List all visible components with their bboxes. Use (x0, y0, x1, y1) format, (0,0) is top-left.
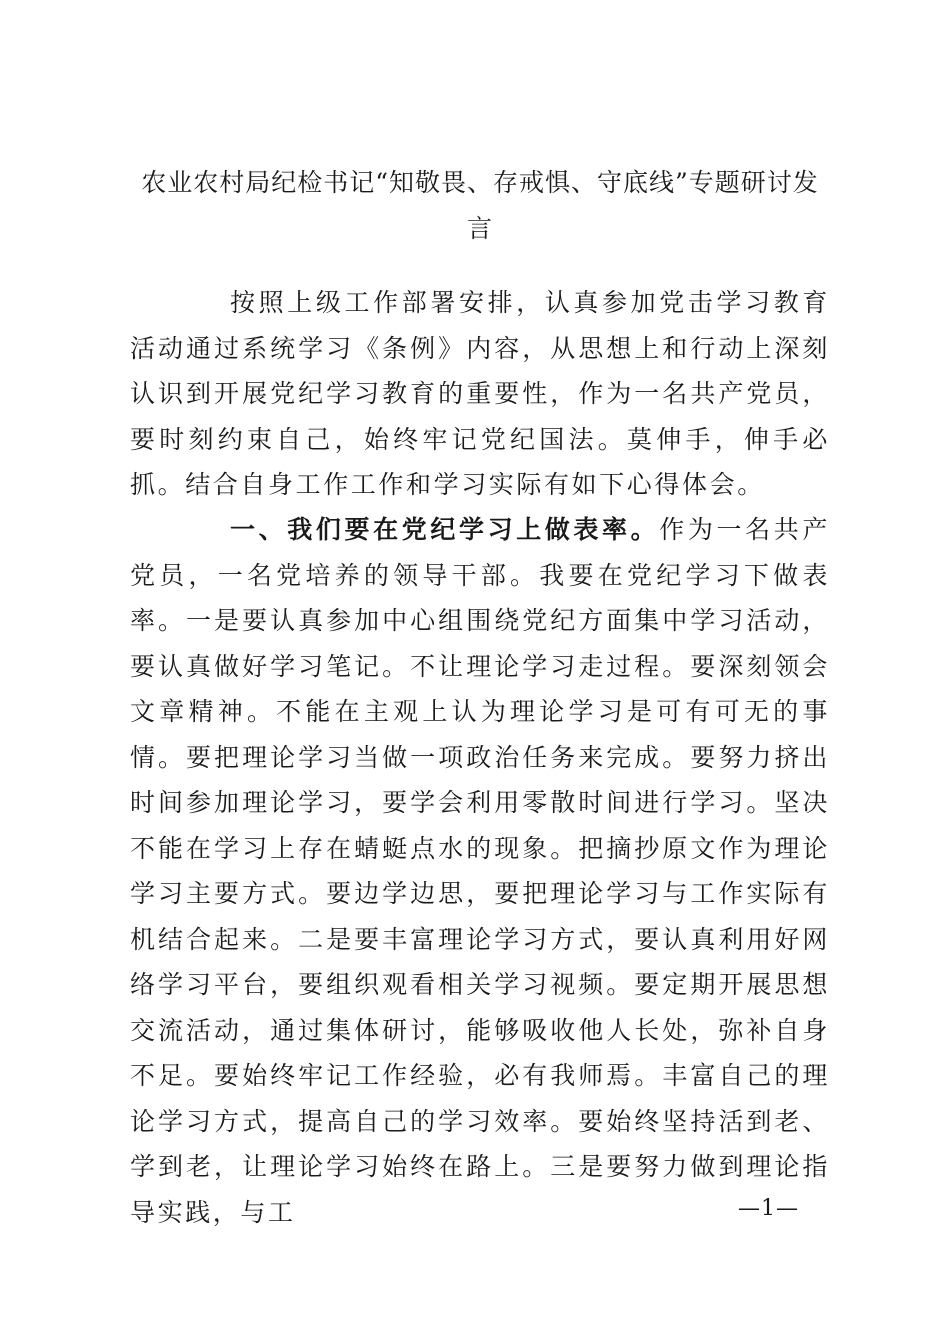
paragraph-intro: 按照上级工作部署安排，认真参加党击学习教育活动通过系统学习《条例》内容，从思想上和行动上深刻认识到开展党纪学习教育的重要性，作为一名共产党员，要时刻约束自己，始终牢记党纪国法。莫伸手，伸手必抓。结合自身工作工作和学习实际有如下心得体会。 (130, 288, 830, 499)
paragraph-section-one (130, 507, 830, 1235)
section-one-body: 作为一名共产党员，一名党培养的领导干部。我要在党纪学习下做表率。一是要认真参加中心组围绕党纪方面集中学习活动，要认真做好学习笔记。不让理论学习走过程。要深刻领会文章精神。不能在主观上认为理论学习是可有可无的事情。要把理论学习当做一项政治任务来完成。要努力挤出时间参加理论学习，要学会利用零散时间进行学习。坚决不能在学习上存在蜻蜓点水的现象。把摘抄原文作为理论学习主要方式。要边学边思，要把理论学习与工作实际有机结合起来。二是要丰富理论学习方式，要认真利用好网络学习平台，要组织观看相关学习视频。要定期开展思想交流活动，通过集体研讨，能够吸收他人长处，弥补自身不足。要始终牢记工作经验，必有我师焉。丰富自己的理论学习方式，提高自己的学习效率。要始终坚持活到老、学到老，让理论学习始终在路上。三是要努力做到理论指导实践，与工 (130, 515, 830, 1227)
page-number: —1— (738, 1196, 799, 1221)
document-title: 农业农村局纪检书记“知敬畏、存戒惧、守底线”专题研讨发言 (141, 168, 819, 243)
section-one-heading: 一、我们要在党纪学习上做表率。 (230, 515, 660, 544)
